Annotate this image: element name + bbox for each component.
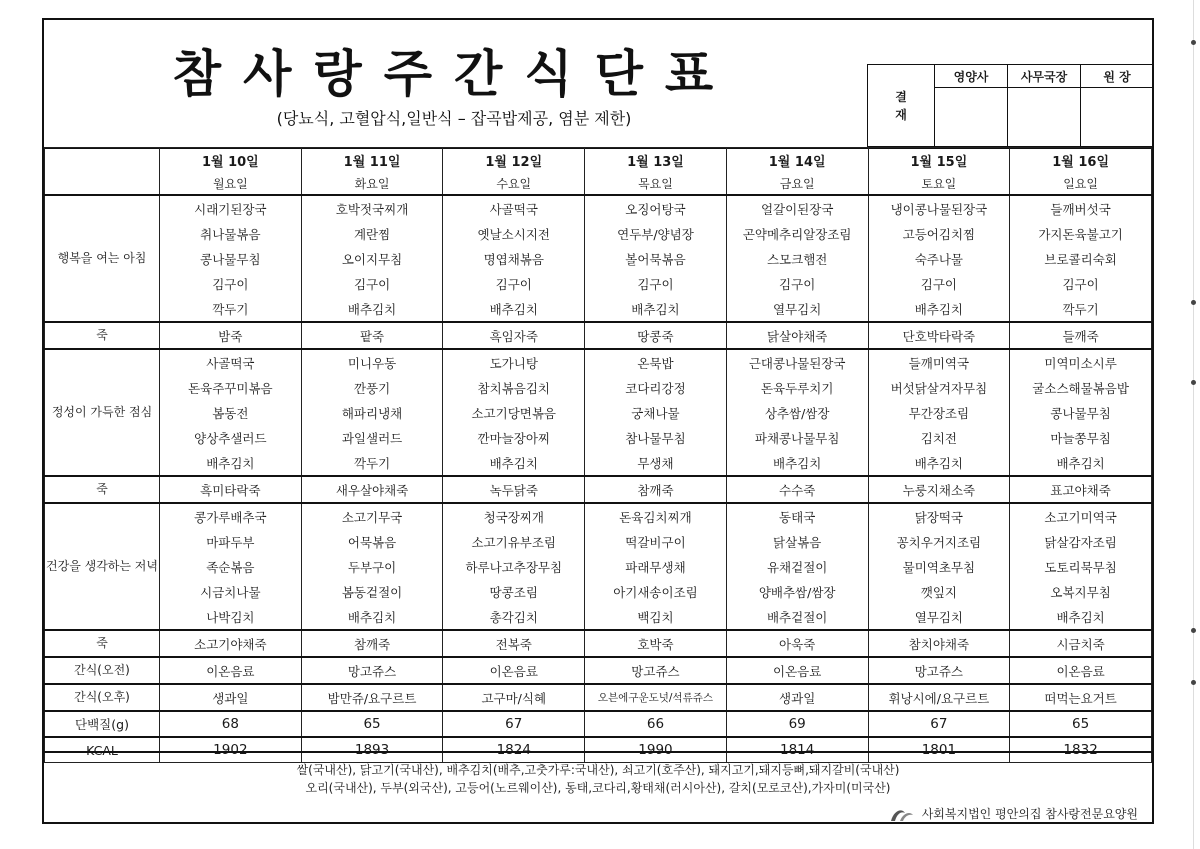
edge-dot: [1191, 40, 1196, 45]
menu-item: 도토리묵무침: [1010, 554, 1152, 579]
menu-item: 김구이: [301, 271, 443, 296]
menu-item: 도가니탕: [443, 349, 585, 375]
meal-label: 건강을 생각하는 저녁: [45, 503, 160, 630]
brand-name: 사회복지법인 평안의집 참사랑전문요양원: [921, 807, 1138, 821]
menu-item: 버섯닭살겨자무침: [868, 375, 1010, 400]
menu-item: 깍두기: [160, 296, 302, 322]
menu-item: 배추김치: [160, 450, 302, 476]
meal-label: 간식(오후): [45, 684, 160, 711]
menu-row: [45, 579, 1152, 604]
nutrition-value: 67: [868, 711, 1010, 737]
menu-row: [45, 657, 1152, 684]
menu-item: 아기새송이조림: [585, 579, 727, 604]
nutrition-value: 1801: [868, 737, 1010, 763]
menu-item: 파래무생채: [585, 554, 727, 579]
menu-item: 들깨버섯국: [1010, 195, 1152, 221]
menu-item: 김치전: [868, 425, 1010, 450]
menu-item: 망고쥬스: [301, 657, 443, 684]
menu-item: 배추김치: [585, 296, 727, 322]
menu-item: 오복지무침: [1010, 579, 1152, 604]
menu-item: 배추겉절이: [726, 604, 868, 630]
menu-item: 미니우동: [301, 349, 443, 375]
menu-item: 깍두기: [301, 450, 443, 476]
nutrition-value: 1824: [443, 737, 585, 763]
nutrition-value: 67: [443, 711, 585, 737]
menu-item: 족순볶음: [160, 554, 302, 579]
approval-sign-director: [1081, 88, 1154, 147]
menu-item: 밤죽: [160, 322, 302, 349]
menu-item: 생과일: [160, 684, 302, 711]
menu-item: 코다리강정: [585, 375, 727, 400]
menu-sheet: [42, 18, 1154, 824]
approval-label: [868, 65, 935, 147]
menu-row: [45, 476, 1152, 503]
nutrition-value: 1814: [726, 737, 868, 763]
menu-row: [45, 529, 1152, 554]
menu-item: 배추김치: [1010, 604, 1152, 630]
menu-item: 양배추쌈/쌈장: [726, 579, 868, 604]
nutrition-value: 1893: [301, 737, 443, 763]
menu-row: [45, 349, 1152, 375]
menu-item: 상추쌈/쌈장: [726, 400, 868, 425]
menu-item: 표고야채죽: [1010, 476, 1152, 503]
menu-item: 휘낭시에/요구르트: [868, 684, 1010, 711]
menu-item: 무생채: [585, 450, 727, 476]
menu-item: 닭살야채죽: [726, 322, 868, 349]
edge-dot: [1191, 628, 1196, 633]
menu-row: [45, 630, 1152, 657]
page-edge: [1193, 0, 1198, 849]
menu-row: [45, 450, 1152, 476]
day-weekday: 토요일: [868, 172, 1010, 195]
menu-item: 호박젓국찌개: [301, 195, 443, 221]
menu-item: 얼갈이된장국: [726, 195, 868, 221]
approval-sign-manager: [1008, 88, 1081, 147]
menu-item: 청국장찌개: [443, 503, 585, 529]
menu-item: 시래기된장국: [160, 195, 302, 221]
menu-item: 온묵밥: [585, 349, 727, 375]
menu-item: 명엽채볶음: [443, 246, 585, 271]
menu-item: 숙주나물: [868, 246, 1010, 271]
menu-item: 돈육김치찌개: [585, 503, 727, 529]
menu-row: [45, 221, 1152, 246]
menu-row: [45, 400, 1152, 425]
menu-item: 고등어김치찜: [868, 221, 1010, 246]
menu-item: 깐풍기: [301, 375, 443, 400]
menu-item: 들깨죽: [1010, 322, 1152, 349]
nutrition-value: 68: [160, 711, 302, 737]
menu-row: [45, 296, 1152, 322]
day-weekday: 수요일: [443, 172, 585, 195]
menu-item: 근대콩나물된장국: [726, 349, 868, 375]
menu-item: 소고기야채죽: [160, 630, 302, 657]
approval-box: [867, 64, 1154, 147]
nutrition-label: KCAL: [45, 737, 160, 763]
day-date: 1월 15일: [868, 148, 1010, 173]
menu-row: [45, 271, 1152, 296]
origin-line-2: 오리(국내산), 두부(외국산), 고등어(노르웨이산), 동태,코다리,황태채(러시아산), 갈치(모로코산),가자미(미국산): [305, 781, 891, 795]
approval-role-director: 원 장: [1081, 65, 1154, 88]
nutrition-value: 1902: [160, 737, 302, 763]
nutrition-value: 69: [726, 711, 868, 737]
meal-label: 죽: [45, 630, 160, 657]
menu-item: 배추김치: [868, 296, 1010, 322]
menu-item: 하루나고추장무침: [443, 554, 585, 579]
menu-item: 사골떡국: [443, 195, 585, 221]
menu-item: 파채콩나물무침: [726, 425, 868, 450]
menu-row: [45, 322, 1152, 349]
page-title: 참사랑주간식단표: [172, 45, 736, 103]
edge-dot: [1191, 680, 1196, 685]
menu-item: 어묵볶음: [301, 529, 443, 554]
menu-item: 김구이: [1010, 271, 1152, 296]
menu-item: 김구이: [585, 271, 727, 296]
day-date: 1월 11일: [301, 148, 443, 173]
menu-item: 참치야채죽: [868, 630, 1010, 657]
menu-item: 김구이: [443, 271, 585, 296]
menu-item: 콩나물무침: [1010, 400, 1152, 425]
menu-item: 양상추샐러드: [160, 425, 302, 450]
header: [44, 20, 1152, 149]
menu-item: 두부구이: [301, 554, 443, 579]
menu-item: 나박김치: [160, 604, 302, 630]
menu-item: 계란찜: [301, 221, 443, 246]
day-weekday: 목요일: [585, 172, 727, 195]
page-subtitle: (당뇨식, 고혈압식,일반식 – 잡곡밥제공, 염분 제한): [276, 109, 632, 128]
menu-item: 돈육주꾸미볶음: [160, 375, 302, 400]
menu-item: 취나물볶음: [160, 221, 302, 246]
nutrition-value: 65: [301, 711, 443, 737]
menu-item: 총각김치: [443, 604, 585, 630]
menu-item: 밤만쥬/요구르트: [301, 684, 443, 711]
day-weekday: 금요일: [726, 172, 868, 195]
menu-item: 이온음료: [1010, 657, 1152, 684]
menu-item: 열무김치: [868, 604, 1010, 630]
menu-row: [45, 684, 1152, 711]
menu-row: [45, 375, 1152, 400]
menu-item: 연두부/양념장: [585, 221, 727, 246]
menu-item: 옛날소시지전: [443, 221, 585, 246]
menu-row: [45, 425, 1152, 450]
menu-item: 닭살감자조림: [1010, 529, 1152, 554]
menu-item: 누룽지채소죽: [868, 476, 1010, 503]
menu-item: 망고쥬스: [585, 657, 727, 684]
menu-item: 새우살야채죽: [301, 476, 443, 503]
menu-item: 마늘쫑무침: [1010, 425, 1152, 450]
menu-item: 녹두닭죽: [443, 476, 585, 503]
menu-item: 닭살볶음: [726, 529, 868, 554]
menu-row: [45, 503, 1152, 529]
day-weekday: 화요일: [301, 172, 443, 195]
menu-item: 곤약메추리알장조림: [726, 221, 868, 246]
menu-item: 시금치나물: [160, 579, 302, 604]
day-date: 1월 12일: [443, 148, 585, 173]
meal-label: 행복을 여는 아침: [45, 195, 160, 322]
menu-item: 참나물무침: [585, 425, 727, 450]
weekday-row-corner: [45, 172, 160, 195]
menu-item: 과일샐러드: [301, 425, 443, 450]
menu-row: [45, 604, 1152, 630]
menu-item: 소고기당면볶음: [443, 400, 585, 425]
menu-item: 땅콩조림: [443, 579, 585, 604]
menu-item: 망고쥬스: [868, 657, 1010, 684]
menu-item: 열무김치: [726, 296, 868, 322]
menu-item: 깐마늘장아찌: [443, 425, 585, 450]
menu-item: 콩나물무침: [160, 246, 302, 271]
menu-item: 볼어묵볶음: [585, 246, 727, 271]
menu-item: 배추김치: [868, 450, 1010, 476]
menu-item: 이온음료: [160, 657, 302, 684]
edge-dot: [1191, 300, 1196, 305]
menu-item: 꽁치우거지조림: [868, 529, 1010, 554]
nutrition-value: 66: [585, 711, 727, 737]
menu-item: 마파두부: [160, 529, 302, 554]
approval-role-nutritionist: 영양사: [935, 65, 1008, 88]
menu-item: 브로콜리숙회: [1010, 246, 1152, 271]
meal-label: 간식(오전): [45, 657, 160, 684]
menu-item: 참깨죽: [301, 630, 443, 657]
brand: [888, 805, 1138, 823]
menu-item: 팥죽: [301, 322, 443, 349]
menu-item: 소고기유부조림: [443, 529, 585, 554]
date-row: [45, 148, 1152, 173]
menu-item: 김구이: [868, 271, 1010, 296]
day-date: 1월 10일: [160, 148, 302, 173]
approval-role-manager: 사무국장: [1008, 65, 1081, 88]
nutrition-value: 1990: [585, 737, 727, 763]
menu-item: 호박죽: [585, 630, 727, 657]
menu-item: 냉이콩나물된장국: [868, 195, 1010, 221]
facility-logo-icon: [888, 807, 918, 823]
menu-item: 이온음료: [443, 657, 585, 684]
menu-item: 돈육두루치기: [726, 375, 868, 400]
menu-item: 김구이: [726, 271, 868, 296]
day-date: 1월 14일: [726, 148, 868, 173]
menu-item: 가지돈육불고기: [1010, 221, 1152, 246]
menu-item: 배추김치: [301, 296, 443, 322]
approval-label-top: 결: [895, 89, 907, 104]
nutrition-value: 65: [1010, 711, 1152, 737]
menu-item: 단호박타락죽: [868, 322, 1010, 349]
nutrition-label: 단백질(g): [45, 711, 160, 737]
menu-item: 소고기무국: [301, 503, 443, 529]
menu-item: 시금치죽: [1010, 630, 1152, 657]
menu-item: 흑임자죽: [443, 322, 585, 349]
menu-item: 오이지무침: [301, 246, 443, 271]
menu-item: 땅콩죽: [585, 322, 727, 349]
menu-row: [45, 554, 1152, 579]
approval-sign-nutritionist: [935, 88, 1008, 147]
menu-item: 참깨죽: [585, 476, 727, 503]
day-date: 1월 16일: [1010, 148, 1152, 173]
menu-item: 떠먹는요거트: [1010, 684, 1152, 711]
footer: [44, 751, 1152, 826]
meal-label: 정성이 가득한 점심: [45, 349, 160, 476]
nutrition-value: 1832: [1010, 737, 1152, 763]
menu-item: 배추김치: [443, 450, 585, 476]
meal-label: 죽: [45, 476, 160, 503]
menu-item: 수수죽: [726, 476, 868, 503]
menu-table: [44, 147, 1152, 763]
menu-item: 참치볶음김치: [443, 375, 585, 400]
menu-item: 소고기미역국: [1010, 503, 1152, 529]
menu-item: 궁채나물: [585, 400, 727, 425]
menu-item: 동태국: [726, 503, 868, 529]
origin-line-1: 쌀(국내산), 닭고기(국내산), 배추김치(배추,고춧가루:국내산), 쇠고기(호주산), 돼지고기,돼지등뼈,돼지갈비(국내산): [296, 763, 900, 777]
menu-item: 떡갈비구이: [585, 529, 727, 554]
menu-item: 오징어탕국: [585, 195, 727, 221]
menu-item: 콩가루배추국: [160, 503, 302, 529]
menu-item: 오븐에구운도넛/석류쥬스: [585, 684, 727, 711]
menu-item: 백김치: [585, 604, 727, 630]
menu-item: 배추김치: [1010, 450, 1152, 476]
menu-item: 흑미타락죽: [160, 476, 302, 503]
menu-item: 사골떡국: [160, 349, 302, 375]
menu-item: 이온음료: [726, 657, 868, 684]
day-weekday: 일요일: [1010, 172, 1152, 195]
menu-item: 아욱죽: [726, 630, 868, 657]
menu-item: 깻잎지: [868, 579, 1010, 604]
date-row-corner: [45, 148, 160, 173]
menu-item: 깍두기: [1010, 296, 1152, 322]
menu-item: 배추김치: [301, 604, 443, 630]
menu-item: 고구마/식혜: [443, 684, 585, 711]
day-weekday: 월요일: [160, 172, 302, 195]
menu-item: 들깨미역국: [868, 349, 1010, 375]
menu-item: 전복죽: [443, 630, 585, 657]
meal-label: 죽: [45, 322, 160, 349]
edge-dot: [1191, 380, 1196, 385]
menu-item: 스모크햄전: [726, 246, 868, 271]
menu-item: 김구이: [160, 271, 302, 296]
menu-item: 배추김치: [443, 296, 585, 322]
menu-item: 무간장조림: [868, 400, 1010, 425]
menu-item: 해파리냉채: [301, 400, 443, 425]
day-date: 1월 13일: [585, 148, 727, 173]
menu-item: 닭장떡국: [868, 503, 1010, 529]
nutrition-row: [45, 711, 1152, 737]
menu-item: 미역미소시루: [1010, 349, 1152, 375]
menu-item: 굴소스해물볶음밥: [1010, 375, 1152, 400]
approval-label-bottom: 재: [895, 107, 907, 122]
menu-item: 생과일: [726, 684, 868, 711]
weekday-row: [45, 172, 1152, 195]
menu-row: [45, 246, 1152, 271]
menu-item: 배추김치: [726, 450, 868, 476]
menu-item: 유채겉절이: [726, 554, 868, 579]
menu-item: 물미역초무침: [868, 554, 1010, 579]
menu-item: 봄동겉절이: [301, 579, 443, 604]
menu-item: 봄동전: [160, 400, 302, 425]
menu-row: [45, 195, 1152, 221]
